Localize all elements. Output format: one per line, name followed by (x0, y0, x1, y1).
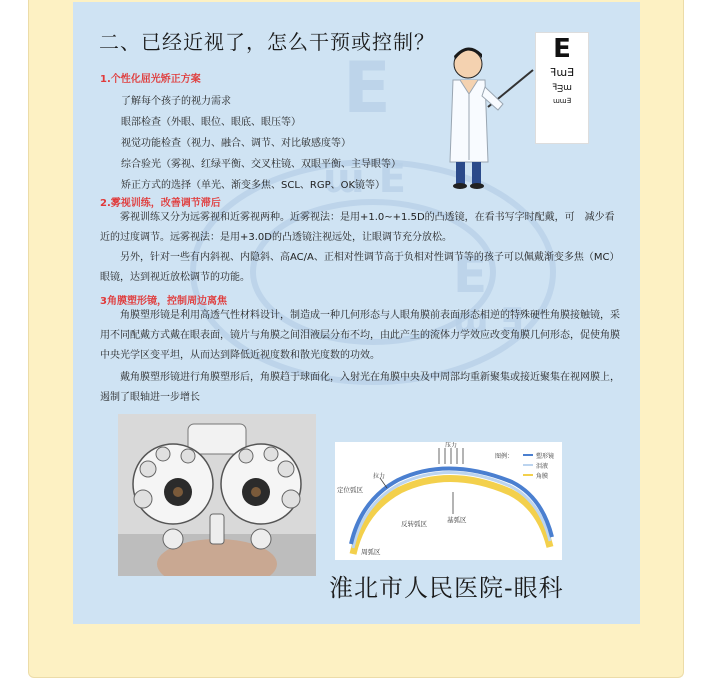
poster (73, 2, 640, 624)
svg-text:E: E (453, 246, 488, 304)
section2-heading: 2.雾视训练，改善调节滞后 (100, 198, 221, 209)
legend-label: 泪液 (536, 463, 549, 470)
section1-item: 矫正方式的选择（单光、渐变多焦、SCL、RGP、OK镜等） (121, 180, 386, 191)
page-title: 二、已经近视了，怎么干预或控制？ (99, 30, 435, 54)
section3-heading: 3角膜塑形镜，控制周边离焦 (100, 296, 227, 307)
svg-text:E: E (343, 47, 391, 129)
section1-item: 综合验光（雾视、红绿平衡、交叉柱镜、双眼平衡、主导眼等） (121, 159, 401, 170)
eye-chart-row: ꟻɯ∃ (550, 66, 574, 79)
diagram-curves (351, 468, 552, 554)
ortho-k-diagram (335, 442, 562, 560)
eye-chart (535, 32, 589, 144)
section1-heading: 1.个性化屈光矫正方案 (100, 74, 201, 85)
label-pressure: 压力 (445, 442, 458, 449)
eye-chart-row: ɯɯ∃ (552, 97, 572, 105)
eye-chart-row: ꟻᴟɯ (552, 83, 572, 93)
section1-item: 了解每个孩子的视力需求 (121, 96, 231, 107)
section3-paragraph: 角膜塑形镜是利用高透气性材料设计，制造成一种几何形态与人眼角膜前表面形态相逆的特殊硬性角膜接触镜，采用不同配戴方式戴在眼表面，镜片与角膜之间泪液层分布不均，由此产生的流体力学效应改变角膜几何形态，促使角膜中央光学区变平坦，从而达到降低近视度数和散光度数的功效。 (100, 310, 620, 361)
svg-text:ɯ E: ɯ E (323, 156, 406, 202)
label-base-zone: 基弧区 (447, 516, 467, 524)
legend (523, 452, 554, 480)
label-peripheral-zone: 周弧区 (361, 548, 381, 556)
phoropter-photo (118, 414, 316, 576)
section2-paragraph: 另外，针对一些有内斜视、内隐斜、高AC/A、正相对性调节高于负相对性调节等的孩子可以佩戴渐变多焦（MC）眼镜，达到视近放松调节的功能。 (100, 252, 620, 283)
label-pull: 拉力 (373, 473, 386, 480)
eye-chart-row: E (553, 34, 571, 64)
legend-label: 角膜 (536, 473, 549, 480)
svg-text:ɯ ∃: ɯ ∃ (453, 301, 524, 341)
section1-item: 视觉功能检查（视力、融合、调节、对比敏感度等） (121, 138, 351, 149)
phoropter-image (118, 414, 316, 576)
section2-paragraph: 雾视训练又分为远雾视和近雾视两种。近雾视法：是用+1.0~+1.5D的凸透镜，在看书写字时配戴，可 减少看近的过度调节。远雾视法：是用+3.0D的凸透镜注视远处，让眼调节充分放松。 (100, 212, 615, 243)
legend-label: 塑形镜 (536, 453, 555, 460)
section1-item: 眼部检查（外眼、眼位、眼底、眼压等） (121, 117, 301, 128)
legend-title: 图例： (495, 453, 514, 460)
hospital-name: 淮北市人民医院-眼科 (329, 574, 564, 602)
label-positioning-zone: 定位弧区 (337, 486, 363, 494)
label-reverse-zone: 反转弧区 (401, 520, 427, 528)
section3-paragraph: 戴角膜塑形镜进行角膜塑形后，角膜趋于球面化，入射光在角膜中央及中周部均重新聚集或接近聚集在视网膜上，遏制了眼轴进一步增长 (100, 372, 620, 403)
